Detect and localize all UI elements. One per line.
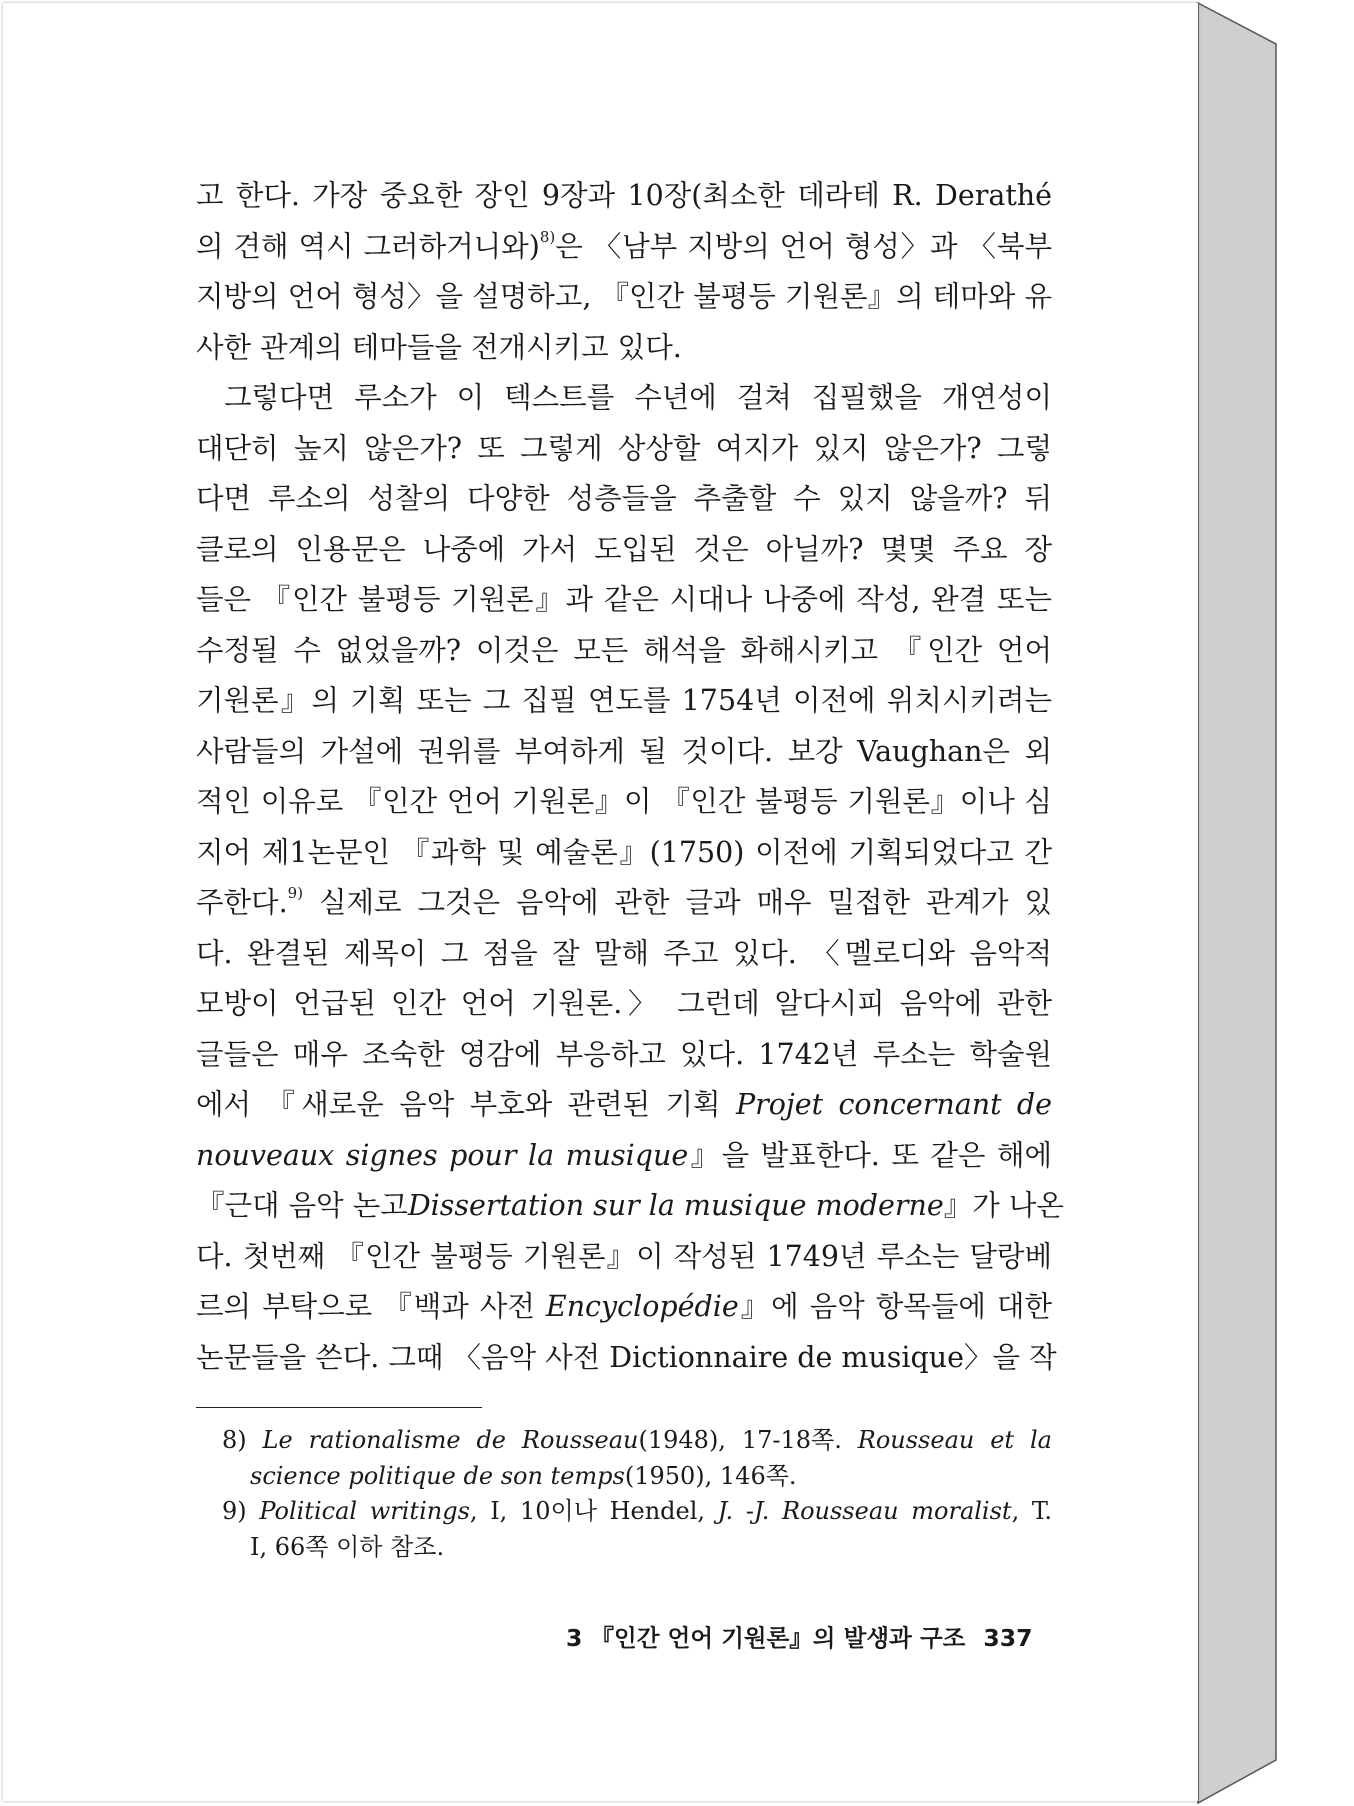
text-line: 다. 완결된 제목이 그 점을 잘 말해 주고 있다. 〈멜로디와 음악적 (196, 936, 1052, 970)
text-line: 들은 『인간 불평등 기원론』과 같은 시대나 나중에 작성, 완결 또는 (196, 583, 1052, 616)
footnote-text: , I, 10이나 Hendel, (469, 1497, 706, 1525)
text-segment: 』가 나온 (943, 1189, 1064, 1222)
footnote-9 (196, 1494, 1052, 1530)
footnote-number: 8) (222, 1426, 247, 1454)
text-line: 사람들의 가설에 권위를 부여하게 될 것이다. 보강 Vaughan은 외 (196, 734, 1052, 768)
footnote-title: science politique de son temps (250, 1461, 625, 1490)
text-segment: 르의 부탁으로 『백과 사전 (196, 1290, 535, 1323)
text-line (196, 1080, 1052, 1131)
text-segment-italic: Encyclopédie (545, 1290, 739, 1323)
footnote-title: Le rationalisme de Rousseau (262, 1426, 639, 1454)
running-footer (566, 1619, 1032, 1653)
text-line: 모방이 언급된 인간 언어 기원론.〉 그런데 알다시피 음악에 관한 (196, 987, 1052, 1020)
text-line: 사한 관계의 테마들을 전개시키고 있다. (196, 330, 682, 364)
text-line (196, 1181, 1064, 1232)
paragraph-2 (196, 373, 1064, 1383)
document-page (3, 3, 1198, 1801)
footnote-ref-9: 9) (287, 884, 304, 902)
footnote-title: Rousseau et la (857, 1426, 1052, 1454)
text-line (196, 878, 1052, 929)
footnote-title: J. -J. Rousseau moralist (717, 1497, 1012, 1525)
text-segment: 주한다. (196, 886, 288, 919)
text-line: 수정될 수 없었을까? 이것은 모든 해석을 화해시키고 『인간 언어 (196, 633, 1052, 667)
text-segment: 『근대 음악 논고 (196, 1189, 408, 1222)
text-line: 적인 이유로 『인간 언어 기원론』이 『인간 불평등 기원론』이나 심 (196, 785, 1052, 818)
footnote-divider (196, 1407, 482, 1408)
text-line (196, 1131, 1052, 1182)
text-segment: 의 견해 역시 그러하거니와) (196, 229, 540, 263)
text-line: 클로의 인용문은 나중에 가서 도입된 것은 아닐까? 몇몇 주요 장 (196, 532, 1052, 566)
footnote-9-continued: I, 66쪽 이하 참조. (250, 1532, 445, 1561)
page-number: 337 (983, 1624, 1033, 1652)
text-line: 지방의 언어 형성〉을 설명하고, 『인간 불평등 기원론』의 테마와 유 (196, 280, 1052, 313)
text-line: 다. 첫번째 『인간 불평등 기원론』이 작성된 1749년 루소는 달랑베 (196, 1239, 1052, 1273)
text-line: 지어 제1논문인 『과학 및 예술론』(1750) 이전에 기획되었다고 간 (196, 835, 1052, 869)
footnote-ref-8: 8) (539, 227, 556, 246)
footnote-text: , T. (1011, 1497, 1052, 1525)
text-line: 다면 루소의 성찰의 다양한 성층들을 추출할 수 있지 않을까? 뒤 (196, 482, 1052, 515)
text-line: 대단히 높지 않은가? 또 그렇게 상상할 여지가 있지 않은가? 그렇 (196, 431, 1052, 465)
text-segment-italic: Dissertation sur la musique moderne (407, 1189, 944, 1222)
book-edge-face (1198, 3, 1276, 1803)
chapter-title: 3 『인간 언어 기원론』의 발생과 구조 (566, 1624, 966, 1652)
text-segment-italic: nouveaux signes pour la musique (196, 1138, 689, 1172)
footnote-8-continued (196, 1459, 1052, 1495)
text-segment-italic: Projet concernant de (735, 1088, 1053, 1121)
text-line: 고 한다. 가장 중요한 장인 9장과 10장(최소한 데라테 R. Derathé (196, 179, 1052, 212)
text-segment: 은 〈남부 지방의 언어 형성〉과 〈북부 (555, 229, 1052, 263)
text-line: 기원론』의 기획 또는 그 집필 연도를 1754년 이전에 위치시키려는 (196, 684, 1052, 717)
text-segment: 』에 음악 항목들에 대한 (738, 1290, 1052, 1323)
text-segment: 실제로 그것은 음악에 관한 글과 매우 밀접한 관계가 있 (318, 886, 1052, 919)
footnote-title: Political writings (259, 1497, 470, 1525)
paragraph-1 (196, 171, 1052, 373)
footnote-text: (1950), 146쪽. (624, 1461, 797, 1490)
text-line (196, 1282, 1052, 1333)
text-line: 그렇다면 루소가 이 텍스트를 수년에 걸쳐 집필했을 개연성이 (224, 381, 1052, 414)
footnote-text: (1948), 17-18쪽. (638, 1426, 842, 1454)
text-segment: 』을 발표한다. 또 같은 해에 (688, 1138, 1053, 1172)
footnote-8 (196, 1423, 1052, 1459)
text-line: 글들은 매우 조숙한 영감에 부응하고 있다. 1742년 루소는 학술원 (196, 1037, 1052, 1071)
text-line: 논문들을 쓴다. 그때 〈음악 사전 Dictionnaire de musique〉을 작 (196, 1340, 1057, 1374)
footnotes (196, 1423, 1052, 1565)
text-segment: 에서 『새로운 음악 부호와 관련된 기획 (196, 1088, 721, 1121)
text-line (196, 222, 1052, 273)
footnote-number: 9) (222, 1497, 247, 1525)
